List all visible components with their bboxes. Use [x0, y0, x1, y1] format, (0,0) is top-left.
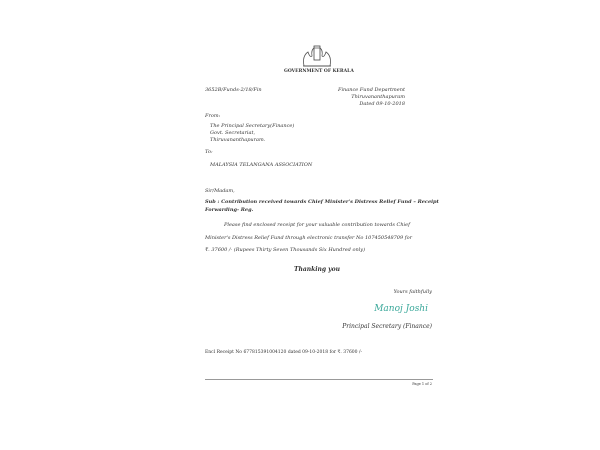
from-line: Thiruvananthapuram. [210, 137, 266, 143]
from-line: Govt. Secretariat, [210, 130, 256, 136]
salutation: Sir/Madam, [205, 188, 235, 194]
recipient: MALAYSIA TELANGANA ASSOCIATION [210, 162, 313, 168]
government-heading: GOVERNMENT OF KERALA [284, 69, 354, 74]
letter-date: Dated 09-10-2018 [359, 101, 405, 107]
enclosure-note: Encl Receipt No 677815391004120 dated 09-10-2018 for ₹. 37600 /- [205, 350, 363, 355]
from-line: The Principal Secretary(Finance) [210, 123, 295, 129]
signature: Manoj Joshi [374, 304, 428, 314]
to-label: To: [205, 149, 213, 155]
signatory: Principal Secretary (Finance) [342, 323, 432, 330]
department-city: Thiruvananthapuram [351, 94, 405, 100]
footer-divider [205, 379, 433, 380]
body-line: Minister's Distress Relief Fund through electronic transfer No 107450548709 for [205, 235, 413, 241]
thanks: Thanking you [294, 266, 341, 273]
kerala-emblem-icon [300, 44, 334, 68]
from-label: From: [205, 113, 221, 119]
body-line: ₹. 37600 /- (Rupees Thirty Seven Thousands Six Hundred only) [205, 247, 366, 253]
closing: Yours faithfully [393, 289, 432, 295]
reference-number: 3652B/Funds-2/18/Fin [205, 87, 262, 93]
subject-line: Forwarding- Reg. [205, 207, 254, 213]
body-line: Please find enclosed receipt for your valuable contribution towards Chief [224, 222, 410, 228]
page-number: Page 1 of 2 [412, 382, 432, 386]
department-line: Finance Fund Department [337, 87, 405, 93]
subject-line: Sub : Contribution received towards Chief Minister's Distress Relief Fund – Receipt [205, 199, 439, 205]
